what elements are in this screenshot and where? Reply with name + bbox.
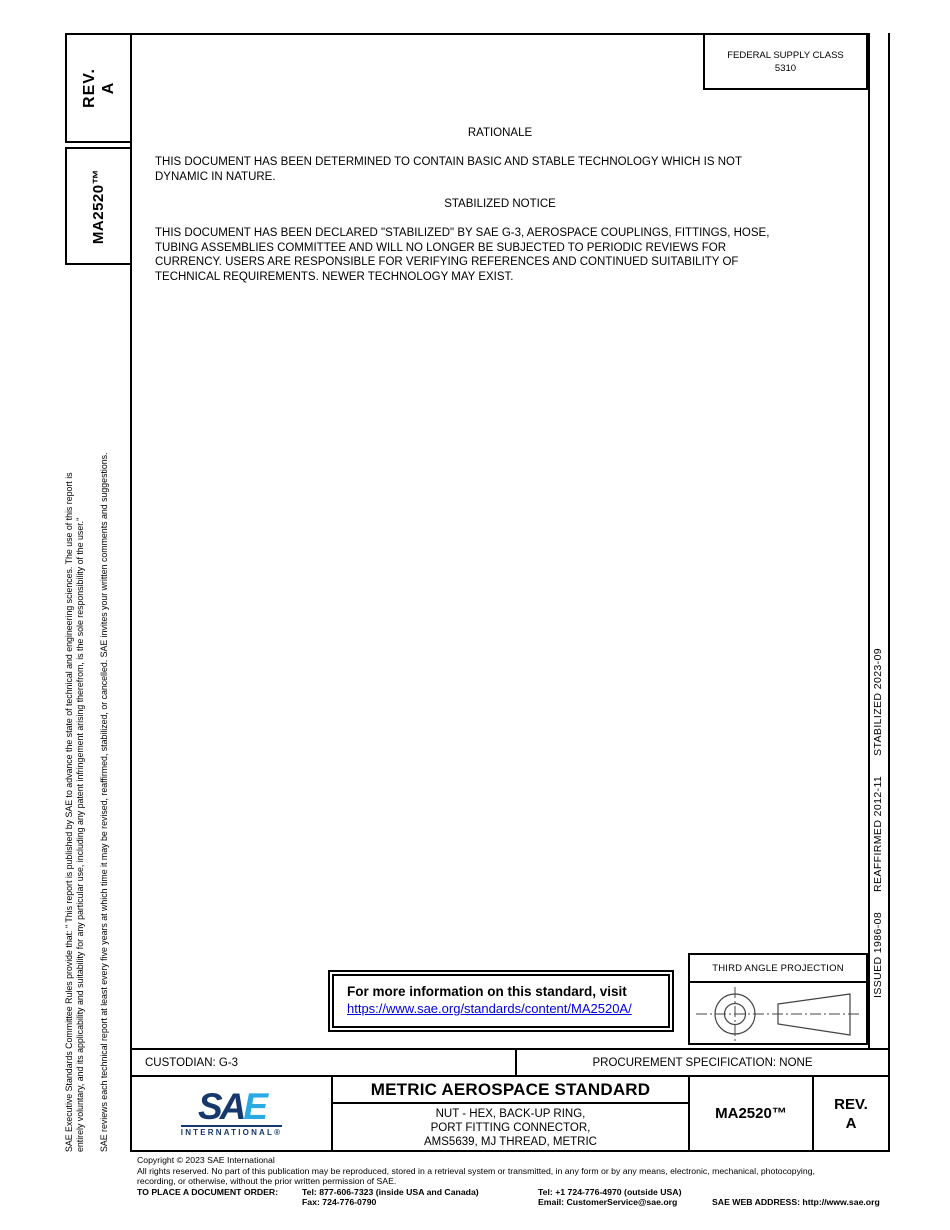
footer-legal-block (137, 1155, 927, 1208)
document-number-cell: MA2520™ (688, 1075, 814, 1152)
more-information-box (328, 970, 674, 1032)
standard-link-line (347, 1000, 668, 1017)
web-address: SAE WEB ADDRESS: http://www.sae.org (712, 1197, 880, 1208)
rationale-heading: RATIONALE (467, 127, 533, 139)
federal-supply-class-label: FEDERAL SUPPLY CLASS (727, 49, 844, 61)
sae-logo-cell (130, 1075, 333, 1152)
standard-type-heading: METRIC AEROSPACE STANDARD (333, 1077, 688, 1104)
third-angle-projection-box (688, 953, 868, 1045)
revision-value: A (99, 81, 117, 95)
custodian-cell: CUSTODIAN: G-3 (130, 1048, 517, 1077)
left-margin-review-note: SAE reviews each technical report at least every five years at which time it may be revised, reaffirmed, stabilized, or cancelled. SAE invites your written comments and suggestions. (99, 452, 109, 1152)
email-address: Email: CustomerService@sae.org (538, 1197, 678, 1208)
revision-box-text (80, 68, 118, 108)
standard-title-line: AMS5639, MJ THREAD, METRIC (424, 1136, 597, 1148)
rights-line: All rights reserved. No part of this publication may be reproduced, stored in a retrieval system or transmitted, in any form or by any means, electronic, mechanical, photocopying, (137, 1165, 815, 1176)
third-angle-projection-label: THIRD ANGLE PROJECTION (690, 955, 866, 983)
federal-supply-class-value: 5310 (774, 62, 797, 74)
revision-cell-text (834, 1095, 868, 1133)
rights-line: recording, or otherwise, without the prior written permission of SAE. (137, 1176, 397, 1187)
sae-logo-letter: A (219, 1086, 244, 1127)
left-margin-disclaimer (64, 284, 87, 1152)
rationale-line: DYNAMIC IN NATURE. (155, 170, 276, 183)
federal-supply-class-box (703, 33, 868, 90)
standard-title-line: PORT FITTING CONNECTOR, (430, 1122, 591, 1134)
stabilized-notice-paragraph (155, 226, 835, 284)
sae-logo-letter: S (197, 1086, 220, 1127)
procurement-specification-cell: PROCUREMENT SPECIFICATION: NONE (515, 1048, 890, 1077)
more-information-text: For more information on this standard, visit (347, 984, 627, 999)
revision-box (65, 33, 132, 143)
copyright-line: Copyright © 2023 SAE International (137, 1155, 275, 1165)
document-order-row (137, 1187, 927, 1198)
stabilized-line: THIS DOCUMENT HAS BEEN DECLARED "STABILIZED" BY SAE G-3, AEROSPACE COUPLINGS, FITTINGS, HOSE, (155, 227, 770, 239)
sae-logo-subtext: INTERNATIONAL® (181, 1125, 282, 1137)
stabilized-line: TUBING ASSEMBLIES COMMITTEE AND WILL NO LONGER BE SUBJECTED TO PERIODIC REVIEWS FOR (155, 241, 727, 254)
more-information-box-inner (332, 974, 670, 1028)
standard-url-link[interactable]: https://www.sae.org/standards/content/MA2520A/ (347, 1001, 632, 1016)
revision-label: REV. (80, 68, 98, 108)
third-angle-projection-icon (690, 983, 866, 1043)
rationale-paragraph (155, 155, 835, 184)
tel-outside-usa: Tel: +1 724-776-4970 (outside USA) (538, 1186, 682, 1197)
standard-title-cell (331, 1075, 690, 1152)
revision-cell (812, 1075, 890, 1152)
sae-logo (197, 1086, 266, 1127)
revision-cell-label: REV. (834, 1095, 868, 1113)
stabilized-line: CURRENCY. USERS ARE RESPONSIBLE FOR VERIFYING REFERENCES AND CONTINUED SUITABILITY OF (155, 256, 739, 269)
standard-title-line: NUT - HEX, BACK-UP RING, (435, 1108, 586, 1120)
issue-history-vertical: ISSUED 1986-08 REAFFIRMED 2012-11 STABILIZED 2023-09 (872, 647, 884, 998)
document-number-vertical: MA2520™ (90, 168, 108, 244)
revision-cell-value: A (845, 1114, 857, 1132)
disclaimer-line: entirely voluntary, and its applicability and suitability for any particular use, including any patent infringement arising therefrom, is the sole responsibility of the user." (75, 517, 86, 1152)
document-number-box (65, 147, 132, 265)
document-contact-row (137, 1197, 927, 1208)
stabilized-line: TECHNICAL REQUIREMENTS. NEWER TECHNOLOGY MAY EXIST. (155, 270, 514, 283)
tel-inside-usa: Tel: 877-606-7323 (inside USA and Canada) (302, 1186, 479, 1197)
disclaimer-line: SAE Executive Standards Committee Rules provide that: " This report is published by SAE to advance the state of technical and engineering sciences. The use of this report is (64, 472, 74, 1152)
outer-right-border (888, 33, 890, 1152)
main-content-frame (130, 33, 870, 1050)
rationale-line: THIS DOCUMENT HAS BEEN DETERMINED TO CONTAIN BASIC AND STABLE TECHNOLOGY WHICH IS NOT (155, 156, 743, 168)
stabilized-notice-heading: STABILIZED NOTICE (444, 198, 556, 210)
order-label: TO PLACE A DOCUMENT ORDER: (137, 1186, 279, 1197)
standard-title-lines (333, 1104, 688, 1149)
fax-number: Fax: 724-776-0790 (302, 1197, 377, 1208)
sae-logo-letter: E (243, 1086, 266, 1127)
